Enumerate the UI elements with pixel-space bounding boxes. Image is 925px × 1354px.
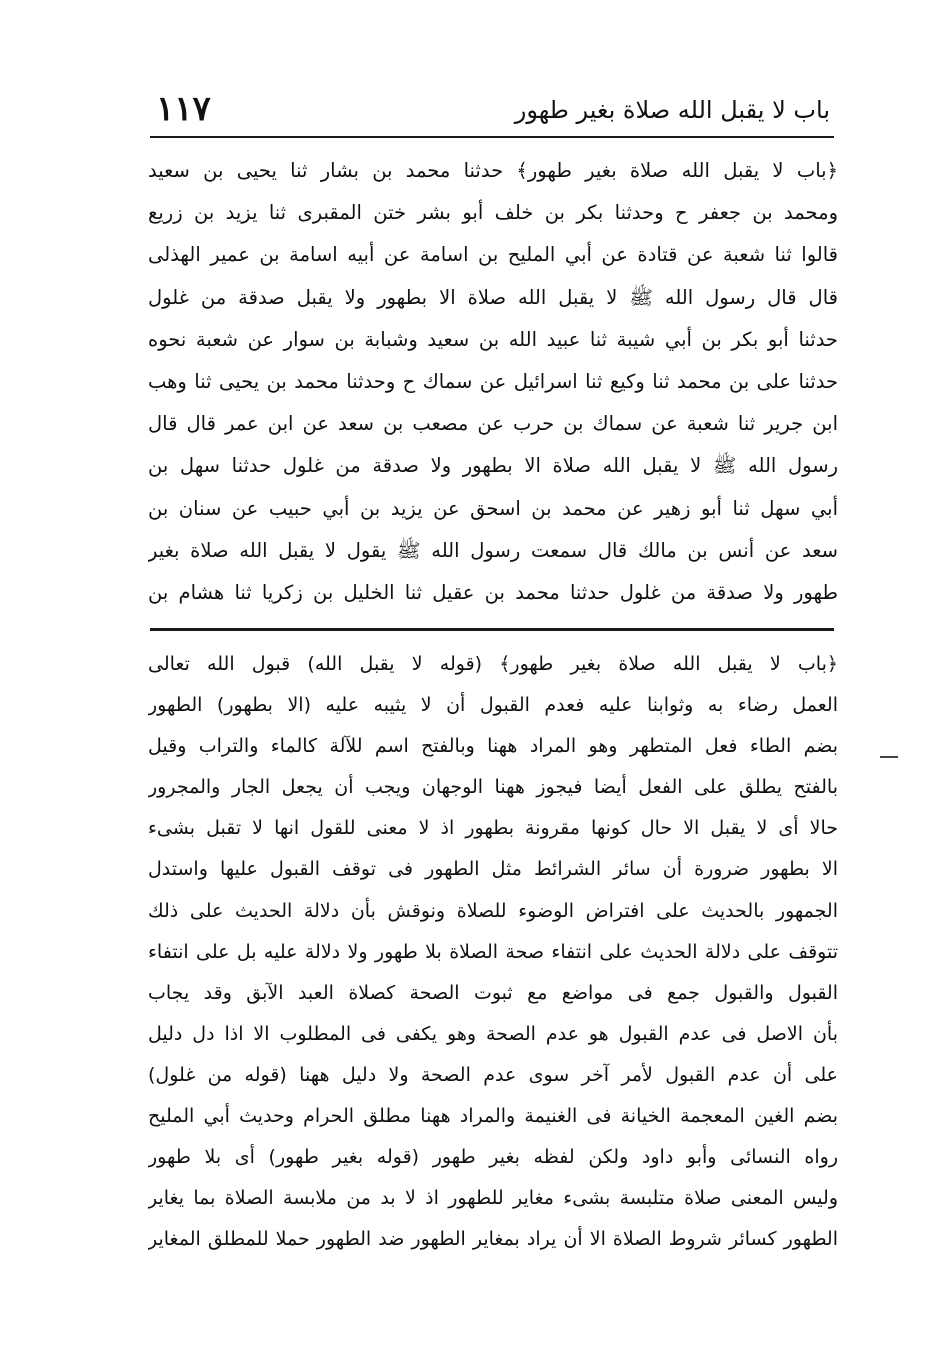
commentary-text-line: بأن الاصل فى عدم القبول هو عدم الصحة وهو يكفى فى المطلوب الا اذا دل دليل [148, 1022, 838, 1045]
commentary-text-line: الا بطهور ضرورة أن سائر الشرائط مثل الطهور فى توقف القبول عليها واستدل [148, 858, 838, 881]
hadith-text-line: ﴿باب لا يقبل الله صلاة بغير طهور﴾ حدثنا محمد بن بشار ثنا يحيى بن سعيد [148, 159, 838, 182]
commentary-text-line: وليس المعنى صلاة متلبسة بشىء مغاير للطهور اذ لا بد من ملابسة الصلاة بما يغاير [148, 1187, 838, 1210]
commentary-text-block [148, 644, 838, 1260]
commentary-text-line: رواه النسائى وأبو داود ولكن لفظه بغير طهور (قوله بغير طهور) أى بلا طهور [148, 1146, 838, 1169]
hadith-text-line: حدثنا على بن محمد ثنا وكيع ثنا اسرائيل عن سماك ح وحدثنا محمد بن يحيى ثنا وهب [148, 369, 838, 393]
running-head: باب لا يقبل الله صلاة بغير طهور [514, 96, 830, 124]
page-number: ١١٧ [156, 89, 211, 129]
commentary-text-line: بضم الغين المعجمة الخيانة فى الغنيمة والمراد ههنا مطلق الحرام وحديث أبي المليح [148, 1105, 838, 1128]
section-divider [150, 628, 834, 631]
hadith-text-line: حدثنا أبو بكر بن أبي شيبة ثنا عبيد الله بن سعيد وشبابة بن سوار عن شعبة نحوه [148, 327, 838, 351]
hadith-text-line: رسول الله ﷺ لا يقبل الله صلاة الا بطهور ولا صدقة من غلول حدثنا سهل بن [148, 454, 838, 478]
commentary-text-line: بالفتح يطلق على الفعل أيضا فيجوز ههنا الوجهان ويجب أن يجعل الجار والمجرور [148, 776, 838, 799]
commentary-text-line: الجمهور بالحديث على افتراض الوضوء للصلاة ونوقش بأن دلالة الحديث على ذلك [148, 899, 838, 922]
margin-mark [880, 756, 898, 758]
hadith-text-line: سعد عن أنس بن مالك قال سمعت رسول الله ﷺ يقول لا يقبل الله صلاة بغير [148, 538, 838, 562]
hadith-text-line: قالوا ثنا شعبة عن قتادة عن أبي المليح بن اسامة عن أبيه اسامة بن عمير الهذلى [148, 243, 838, 267]
commentary-text-line: القبول والقبول جمع فى مواضع مع ثبوت الصحة كصلاة العبد الآبق وقد يجاب [148, 981, 838, 1004]
hadith-text-line: ابن جرير ثنا شعبة عن سماك بن حرب عن مصعب بن سعد عن ابن عمر قال قال [148, 412, 838, 436]
header-rule [150, 136, 834, 138]
commentary-text-line: بضم الطاء فعل المتطهر وهو المراد ههنا وبالفتح اسم للآلة كالماء والتراب وقيل [148, 735, 838, 758]
hadith-text-line: قال قال رسول الله ﷺ لا يقبل الله صلاة الا بطهور ولا يقبل صدقة من غلول [148, 285, 838, 309]
commentary-text-line: ﴿باب لا يقبل الله صلاة بغير طهور﴾ (قوله لا يقبل الله) قبول الله تعالى [148, 653, 838, 675]
hadith-text-line: أبي سهل ثنا أبو زهير عن محمد بن اسحق عن يزيد بن أبي حبيب عن سنان بن [148, 496, 838, 520]
commentary-text-line: على أن عدم القبول لأمر آخر سوى عدم الصحة ولا دليل ههنا (قوله من غلول) [148, 1063, 838, 1086]
commentary-text-line: حالا أى لا يقبل الا حال كونها مقرونة بطهور اذ لا معنى للقول انها لا تقبل بشىء [148, 817, 838, 840]
commentary-text-line: الطهور كسائر شروط الصلاة الا أن يراد بمغاير الطهور ضد الطهور حملا للمطلق المغاير [148, 1228, 838, 1251]
hadith-text-line: طهور ولا صدقة من غلول حدثنا محمد بن عقيل ثنا الخليل بن زكريا ثنا هشام بن [148, 580, 838, 604]
hadith-text-line: ومحمد بن جعفر ح وحدثنا بكر بن خلف أبو بشر ختن المقبرى ثنا يزيد بن زريع [148, 201, 838, 225]
commentary-text-line: العمل رضاء به وثوابنا عليه فعدم القبول أن لا يثيبه عليه (الا بطهور) الطهور [148, 694, 838, 717]
commentary-text-line: تتوقف على دلالة الحديث على انتفاء صحة الصلاة بلا طهور ولا دلالة عليه بل على انتفاء [148, 940, 838, 963]
page-header [150, 86, 830, 134]
hadith-text-block [148, 150, 838, 614]
